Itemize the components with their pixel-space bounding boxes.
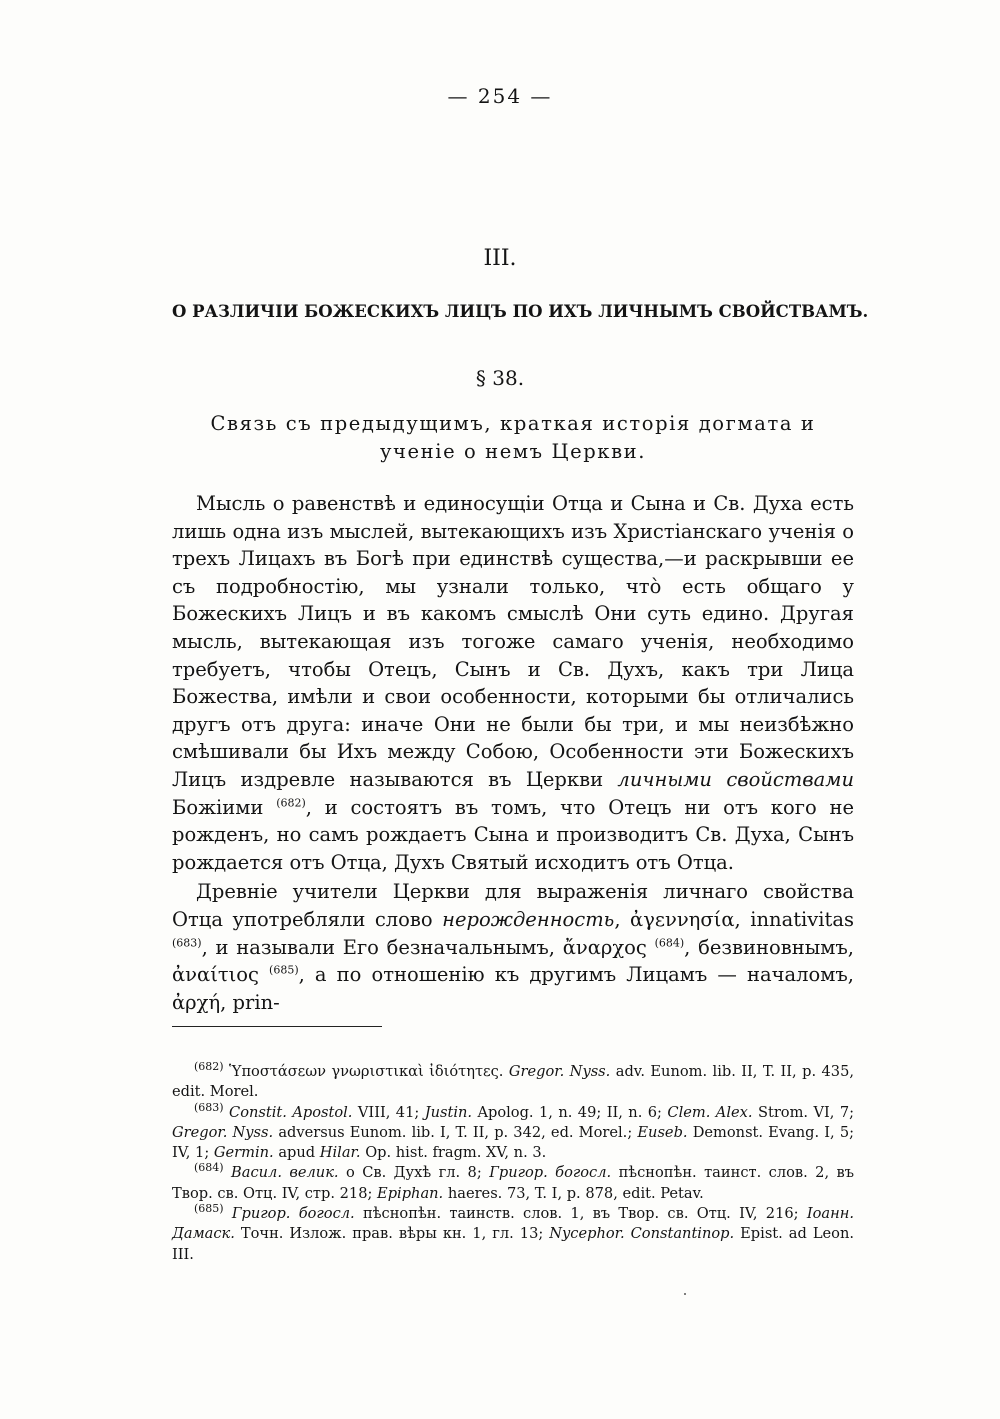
footnote-text: Apolog. 1, n. 49; II, n. 6; — [477, 1103, 662, 1121]
footnote-text: Точн. Излож. прав. вѣры кн. 1, гл. 13; — [240, 1225, 544, 1243]
footnote-author: Euseb. — [637, 1123, 688, 1141]
chapter-title: О РАЗЛИЧІИ БОЖЕСКИХЪ ЛИЦЪ ПО ИХЪ ЛИЧНЫМЪ СВОЙСТВАМЪ. — [172, 302, 869, 321]
footnote-author: Григор. богосл. — [489, 1164, 612, 1182]
main-text — [172, 490, 854, 1016]
page-number: — 254 — — [447, 84, 553, 108]
footnote-author: Germin. — [213, 1144, 274, 1162]
footnote-text: Epist. ad Leon. III. — [172, 1225, 854, 1263]
footnote-mark: (684) — [194, 1161, 224, 1175]
footnote-683 — [172, 1100, 855, 1164]
paper-speck — [684, 1293, 686, 1295]
footnote-682 — [172, 1062, 854, 1103]
footnote-reference-685: (685) — [269, 963, 299, 977]
paragraph-2-emphasis: нерожденность — [442, 907, 615, 931]
footnote-author: Nycephor. Constantinop. — [549, 1225, 735, 1243]
footnote-author: Clem. Alex. — [667, 1103, 753, 1121]
footnote-reference-682: (682) — [276, 796, 306, 810]
footnote-mark: (682) — [194, 1060, 224, 1074]
paragraph-2-text: , а по отношенію къ другимъ Лицамъ — началомъ, ἀρχή, prin- — [172, 963, 855, 1014]
footnote-author: Constit. Apostol. — [229, 1103, 353, 1121]
footnote-text: пѣснопѣн. таинств. слов. 1, въ Твор. св. Отц. IV, 216; — [363, 1205, 799, 1223]
footnote-reference-684: (684) — [654, 936, 685, 949]
chapter-numeral: III. — [483, 246, 517, 271]
section-number: § 38. — [475, 366, 525, 390]
footnote-author: Gregor. Nyss. — [172, 1123, 274, 1141]
paragraph-2-text: Древніе учители Церкви для выраженія личнаго свойства Отца употребляли слово — [172, 880, 854, 931]
footnote-685 — [172, 1204, 854, 1265]
footnote-text: haeres. 73, T. I, p. 878, edit. Petav. — [447, 1184, 704, 1202]
paragraph-2-text: , и называли Его безначальнымъ, ἄναρχος — [201, 935, 647, 959]
paragraph-1 — [172, 490, 854, 876]
footnote-text: apud — [278, 1144, 316, 1162]
footnote-text: Ὑποστάσεων γνωριστικαὶ ἰδιότητες. — [229, 1063, 504, 1080]
footnote-mark: (683) — [194, 1100, 224, 1114]
footnote-author: Hilar. — [319, 1144, 361, 1162]
footnote-author: Васил. велик. — [231, 1164, 339, 1182]
paragraph-2-text: , безвиновнымъ, ἀναίτιος — [172, 935, 854, 987]
footnote-text: о Св. Духѣ гл. 8; — [346, 1164, 482, 1182]
paragraph-1-emphasis: личными свойствами — [617, 767, 854, 791]
footnote-text: Demonst. Evang. I, 5; IV, 1; — [172, 1123, 855, 1162]
footnote-text: adversus Eunom. lib. I, T. II, p. 342, ed. Morel.; — [278, 1123, 633, 1141]
footnote-text: adv. Eunom. lib. II, T. II, p. 435, edit. Morel. — [172, 1063, 855, 1101]
footnote-author: Justin. — [424, 1103, 473, 1121]
footnote-mark: (685) — [194, 1202, 224, 1216]
footnote-684 — [172, 1163, 854, 1204]
paragraph-2-text: , ἀγεννησία, innativitas — [614, 907, 854, 931]
paragraph-1-text: Божіими — [172, 795, 264, 819]
paragraph-2 — [172, 878, 854, 1016]
paragraph-1-text: , и состоятъ въ томъ, что Отецъ ни отъ кого не рожденъ, но самъ рождаетъ Сына и производитъ Св. Духа, Сынъ рождается отъ Отца, Духъ Святый исходитъ отъ Отца. — [172, 795, 854, 874]
footnotes — [172, 1062, 854, 1265]
footnote-author: Григор. богосл. — [231, 1205, 355, 1223]
footnote-author: Epiphan. — [377, 1184, 444, 1202]
footnote-divider — [172, 1026, 382, 1027]
paragraph-1-text: Мысль о равенствѣ и единосущіи Отца и Сына и Св. Духа есть лишь одна изъ мыслей, вытекающихъ изъ Христіанскаго ученія о трехъ Лицахъ въ Богѣ при единствѣ существа,—и раскрывши ее съ подробностію, мы узнали только, что̀ есть общаго у Божескихъ Лицъ и въ какомъ смыслѣ Они суть едино. Другая мысль, вытекающая изъ тогоже самаго ученія, необходимо требуетъ, чтобы Отецъ, Сынъ и Св. Духъ, какъ три Лица Божества, имѣли и свои особенности, которыми бы отличались другъ отъ друга: иначе Они не были бы три, и мы неизбѣжно смѣшивали бы Ихъ между Собою, Особенности эти Божескихъ Лицъ издревле называются въ Церкви — [172, 492, 854, 791]
footnote-text: пѣснопѣн. таинст. слов. 2, въ Твор. св. Отц. IV, стр. 218; — [172, 1164, 855, 1202]
footnote-text: Strom. VI, 7; — [757, 1103, 855, 1121]
footnote-text: Op. hist. fragm. XV, n. 3. — [365, 1144, 547, 1162]
footnote-author: Іоанн. Дамаск. — [172, 1205, 854, 1243]
section-title: Связь съ предыдущимъ, краткая исторія догмата и ученіе о немъ Церкви. — [210, 412, 816, 463]
footnote-text: VIII, 41; — [357, 1103, 420, 1121]
footnote-reference-683: (683) — [172, 936, 202, 949]
footnote-author: Gregor. Nyss. — [508, 1063, 611, 1080]
